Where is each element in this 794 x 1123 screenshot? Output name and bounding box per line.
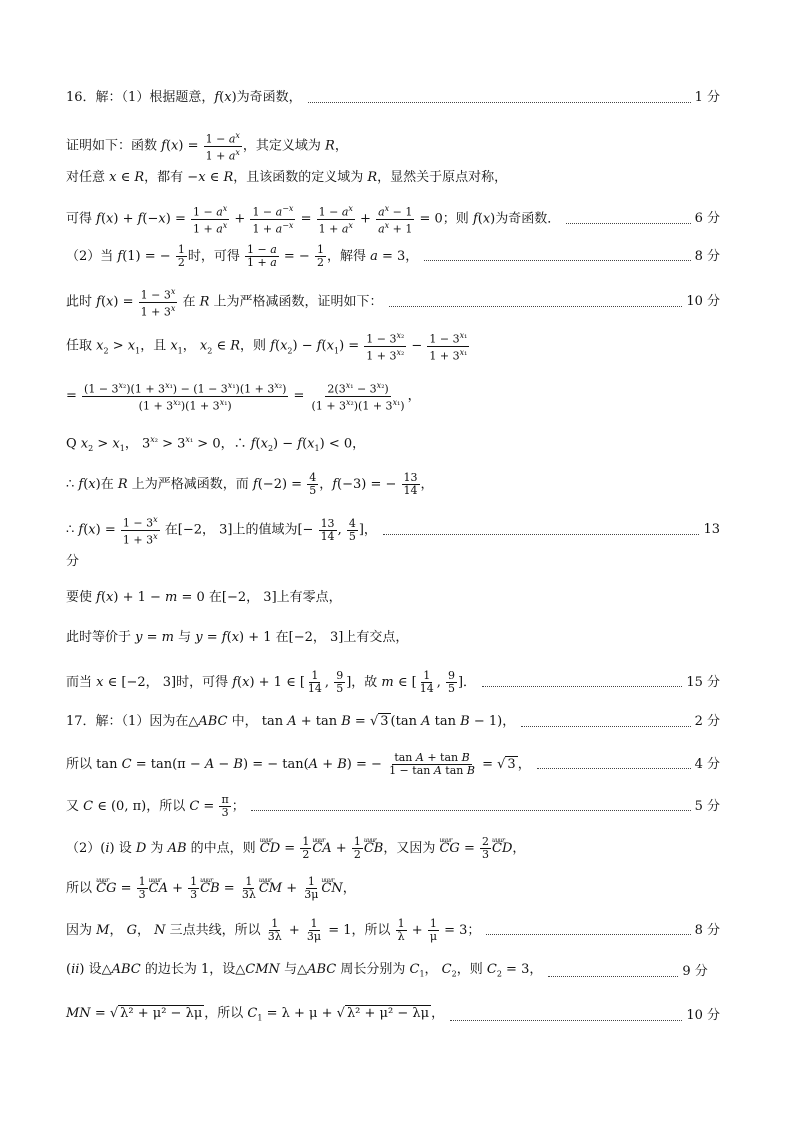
solution-line: （2）当 f(1) = − $\frac{1}{2}$ 时，可得 $\frac{1 - a}{1 + a}$ = − $\frac{1}{2}$ ，解得 a = 3， 8 分 <box>66 243 720 269</box>
leader-dots <box>548 976 678 977</box>
leader-dots <box>566 223 690 224</box>
score-label: 9 分 <box>682 964 708 980</box>
solution-line: 17．解：（1）因为在△ABC 中， tan A + tan B = √ 3 (tan A tan B − 1)， 2 分 <box>66 712 720 732</box>
score-label: 10 分 <box>686 294 720 310</box>
score-label: 6 分 <box>694 211 720 227</box>
leader-dots <box>424 260 690 261</box>
solution-line: 此时等价于 y = m 与 y = f(x) + 1 在[−2， 3]上有交点， <box>66 630 409 645</box>
leader-dots <box>482 686 682 687</box>
solution-line: 此时 f(x) = $\frac{1 - 3^x}{1 + 3^x}$ 在 R 上为严格减函数，证明如下： 10 分 <box>66 287 720 319</box>
score-label: 5 分 <box>694 798 720 814</box>
solution-line: 可得 f(x) + f(−x) = $\frac{1 - a^x}{1 + a^x}$ + $\frac{1 - a^{-x}}{1 + a^{-x}}$ = $\frac{1 - a^x}{1 + a^x}$ + $\frac{a^x - 1}{a^x + 1}$ = 0；则 f(x)为奇函数． 6 分 <box>66 204 720 236</box>
solution-line: 对任意 x ∈ R，都有 −x ∈ R，且该函数的定义域为 R，显然关于原点对称， <box>66 170 508 185</box>
leader-dots <box>486 934 690 935</box>
solution-line: = $\frac{(1 - 3^{x_2})(1 + 3^{x_1}) - (1 - 3^{x_1})(1 + 3^{x_2})}{(1 + 3^{x_2})(1 + 3^{x_1})}$ = $\frac{2(3^{x_1} - 3^{x_2})}{(1 + 3^{x_2})(1 + 3^{x_1})}$ ， <box>66 381 421 413</box>
solution-line: 所以 tan C = tan(π − A − B) = − tan(A + B) = − $\frac{\text{tan A + tan B}}{\text{1 − tan A tan B}}$ = √ 3 ， 4 分 <box>66 751 720 777</box>
leader-dots <box>389 306 683 307</box>
score-label: 1 分 <box>694 90 720 105</box>
solution-line: （2）(i) 设 D 为 AB 的中点，则 uuur CD = $\frac{1}{2}$ uuur CA + $\frac{1}{2}$ uuur CB，又因为 uuur CG = $\frac{2}{3}$ uuur CD， <box>66 836 720 861</box>
leader-dots <box>537 768 691 769</box>
leader-dots <box>383 534 700 535</box>
solution-line: 而当 x ∈ [−2， 3]时，可得 f(x) + 1 ∈ [ $\frac{1}{14}$ , $\frac{9}{5}$ ]，故 m ∈ [ $\frac{1}{14}$ , $\frac{9}{5}$ ]． 15 分 <box>66 669 720 695</box>
solution-line: 所以 uuur CG = $\frac{1}{3}$ uuur CA + $\frac{1}{3}$ uuur CB = $\frac{1}{3\lambda}$ uuur CM + $\frac{1}{3\mu}$ uuur CN， <box>66 876 720 901</box>
leader-dots <box>251 810 691 811</box>
leader-dots <box>450 1020 682 1021</box>
solution-line: 又 C ∈ (0, π)，所以 C = $\frac{\pi}{3}$ ； 5 分 <box>66 793 720 819</box>
solution-line: Q $x_2 > x_1$， $3^{x_2} > 3^{x_1} > 0$，∴ $f(x_2) - f(x_1) < 0$， <box>66 435 366 453</box>
solution-line: (ii) 设△ABC 的边长为 1，设△CMN 与△ABC 周长分别为 $C_1$， $C_2$，则 $C_2 = 3$， 9 分 <box>66 960 720 985</box>
solution-line: 证明如下：函数 f(x) = $\frac{1 - a^x}{1 + a^x}$ ，其定义域为 R， <box>66 131 348 163</box>
solution-line: MN = √ λ² + μ² − λμ ，所以 $C_1 = \lambda + \mu$ + √ λ² + μ² − λμ ， 10 分 <box>66 1004 720 1029</box>
solution-line: 任取 $x_2 > x_1$，且 $x_1$， $x_2$ ∈ R，则 $f(x_2) - f(x_1)$ = $\frac{1 - 3^{x_2}}{1 + 3^{x_2}}$ − $\frac{1 - 3^{x_1}}{1 + 3^{x_1}}$ <box>66 331 468 363</box>
score-label: 2 分 <box>694 714 720 729</box>
solution-line: 16．解：（1）根据题意，f(x)为奇函数， 1 分 <box>66 88 720 108</box>
solution-line <box>66 552 720 572</box>
solution-line: ∴ f(x)在 R 上为严格减函数，而 f(−2) = $\frac{4}{5}$ ，f(−3) = − $\frac{13}{14}$ ， <box>66 471 434 497</box>
score-label: 13 <box>703 522 720 538</box>
score-continuation: 分 <box>66 554 80 569</box>
score-label: 8 分 <box>694 248 720 264</box>
solution-line: 要使 f(x) + 1 − m = 0 在[−2， 3]上有零点， <box>66 590 342 605</box>
leader-dots <box>308 102 691 103</box>
score-label: 8 分 <box>694 922 720 938</box>
score-label: 4 分 <box>694 756 720 772</box>
score-label: 10 分 <box>686 1008 720 1024</box>
solution-line: ∴ f(x) = $\frac{1 - 3^x}{1 + 3^x}$ 在[−2， 3]上的值域为[− $\frac{13}{14}$ , $\frac{4}{5}$ ]， 13 <box>66 515 720 547</box>
solution-line: 因为 M， G， N 三点共线，所以 $\frac{1}{3\lambda}$ + $\frac{1}{3\mu}$ = 1，所以 $\frac{1}{\lambda}$ + $\frac{1}{\mu}$ = 3； 8 分 <box>66 917 720 943</box>
score-label: 15 分 <box>686 674 720 690</box>
leader-dots <box>521 726 690 727</box>
